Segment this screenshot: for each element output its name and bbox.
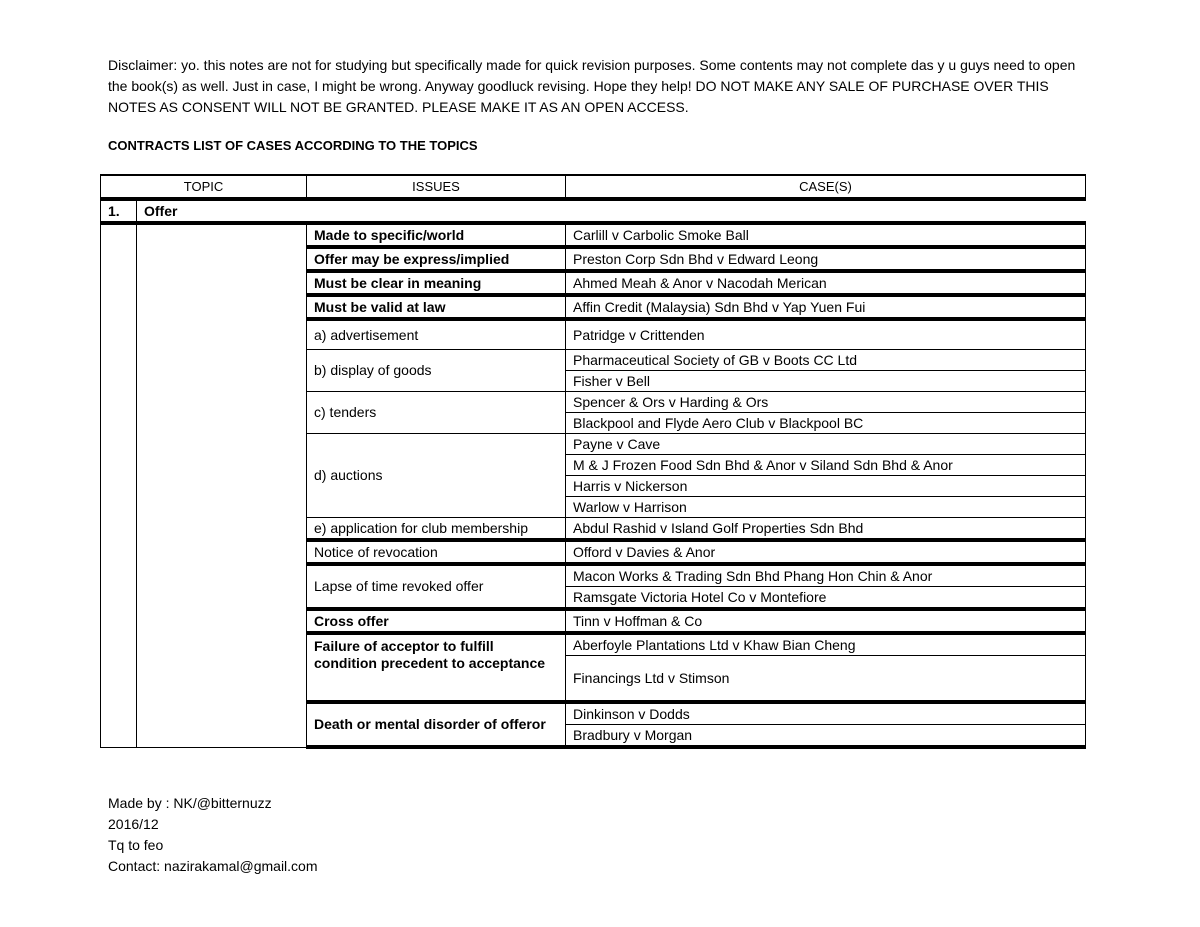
issue-cell: Must be clear in meaning: [307, 271, 566, 295]
case-cell: Ramsgate Victoria Hotel Co v Montefiore: [566, 587, 1086, 610]
issue-cell: Lapse of time revoked offer: [307, 564, 566, 609]
table-header-row: [101, 175, 1086, 199]
case-cell: Affin Credit (Malaysia) Sdn Bhd v Yap Yuen Fui: [566, 295, 1086, 319]
header-topic: TOPIC: [101, 175, 307, 199]
issue-cell: d) auctions: [307, 434, 566, 518]
case-cell: Warlow v Harrison: [566, 497, 1086, 518]
topic-name: Offer: [137, 199, 1086, 223]
header-issues: ISSUES: [307, 175, 566, 199]
issue-cell: Offer may be express/implied: [307, 247, 566, 271]
case-cell: Blackpool and Flyde Aero Club v Blackpool BC: [566, 413, 1086, 434]
issue-cell: c) tenders: [307, 392, 566, 434]
issue-cell: Cross offer: [307, 609, 566, 633]
footer-thanks: Tq to feo: [108, 837, 164, 853]
issue-cell: a) advertisement: [307, 319, 566, 350]
topic-number-cell-blank: [101, 223, 137, 747]
header-cases: CASE(S): [566, 175, 1086, 199]
case-cell: Harris v Nickerson: [566, 476, 1086, 497]
table-row: [101, 223, 1086, 247]
case-cell: Bradbury v Morgan: [566, 725, 1086, 748]
case-cell: Dinkinson v Dodds: [566, 702, 1086, 725]
issue-cell: e) application for club membership: [307, 518, 566, 541]
footer: [108, 793, 318, 877]
case-cell: Carlill v Carbolic Smoke Ball: [566, 223, 1086, 247]
issue-cell: Made to specific/world: [307, 223, 566, 247]
topic-number: 1.: [101, 199, 137, 223]
document-heading: CONTRACTS LIST OF CASES ACCORDING TO THE TOPICS: [108, 138, 478, 153]
case-cell: Preston Corp Sdn Bhd v Edward Leong: [566, 247, 1086, 271]
case-cell: Spencer & Ors v Harding & Ors: [566, 392, 1086, 413]
issue-cell: b) display of goods: [307, 350, 566, 392]
issue-cell: Death or mental disorder of offeror: [307, 702, 566, 747]
case-cell: Pharmaceutical Society of GB v Boots CC Ltd: [566, 350, 1086, 371]
case-cell: Payne v Cave: [566, 434, 1086, 455]
case-cell: M & J Frozen Food Sdn Bhd & Anor v Siland Sdn Bhd & Anor: [566, 455, 1086, 476]
issue-cell: Notice of revocation: [307, 540, 566, 564]
issue-cell: Failure of acceptor to fulfill condition precedent to acceptance: [307, 633, 566, 702]
case-cell: Financings Ltd v Stimson: [566, 656, 1086, 703]
case-cell: Ahmed Meah & Anor v Nacodah Merican: [566, 271, 1086, 295]
case-cell: Patridge v Crittenden: [566, 319, 1086, 350]
case-cell: Fisher v Bell: [566, 371, 1086, 392]
footer-made-by: Made by : NK/@bitternuzz: [108, 795, 272, 811]
case-cell: Aberfoyle Plantations Ltd v Khaw Bian Cheng: [566, 633, 1086, 656]
footer-date: 2016/12: [108, 816, 159, 832]
topic-row: [101, 199, 1086, 223]
issue-cell: Must be valid at law: [307, 295, 566, 319]
topic-name-cell-blank: [137, 223, 307, 747]
case-cell: Offord v Davies & Anor: [566, 540, 1086, 564]
case-cell: Tinn v Hoffman & Co: [566, 609, 1086, 633]
case-cell: Abdul Rashid v Island Golf Properties Sdn Bhd: [566, 518, 1086, 541]
case-cell: Macon Works & Trading Sdn Bhd Phang Hon Chin & Anor: [566, 564, 1086, 587]
footer-contact: Contact: nazirakamal@gmail.com: [108, 858, 318, 874]
cases-table: [100, 174, 1086, 749]
disclaimer-text: Disclaimer: yo. this notes are not for studying but specifically made for quick revision purposes. Some contents may not complete das y u guys need to open the book(s) as well. Just in case, I might be wrong. Anyway goodluck revising. Hope they help! DO NOT MAKE ANY SALE OF PURCHASE OVER THIS NOTES AS CONSENT WILL NOT BE GRANTED. PLEASE MAKE IT AS AN OPEN ACCESS.: [108, 57, 1076, 115]
